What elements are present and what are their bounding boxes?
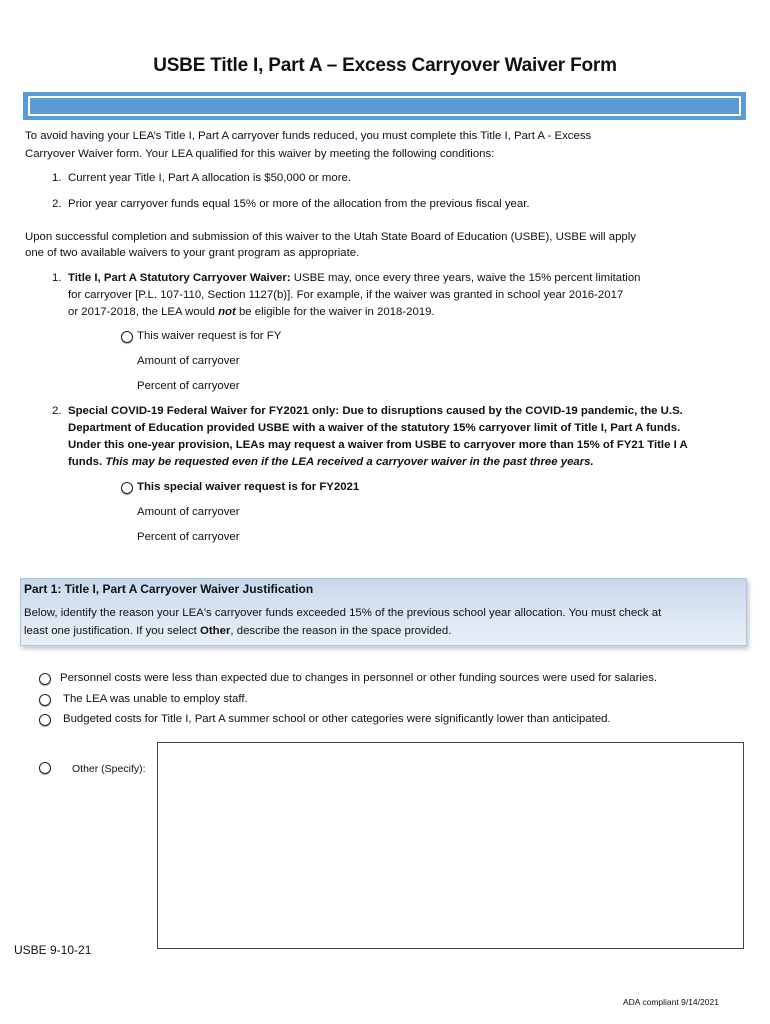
condition-2-text: Prior year carryover funds equal 15% or more of the allocation from the previous fiscal year. (68, 198, 530, 210)
part-1-line-2-a: least one justification. If you select (24, 625, 201, 637)
part-1-line-2-other: Other (200, 625, 231, 637)
waiver-1-percent-label: Percent of carryover (137, 380, 240, 392)
waiver-1-heading: Title I, Part A Statutory Carryover Waiver: (68, 272, 291, 284)
waiver-1-number: 1. (52, 272, 62, 284)
condition-2-number: 2. (52, 198, 62, 210)
title-divider-bar (23, 92, 746, 120)
waiver-2-line-4-emphasis: This may be requested even if the LEA received a carryover waiver in the past three years. (105, 456, 594, 468)
part-1-heading: Part 1: Title I, Part A Carryover Waiver Justification (24, 582, 314, 596)
other-specify-textarea[interactable] (157, 742, 744, 949)
justification-1-label: Personnel costs were less than expected due to changes in personnel or other funding sources were used for salaries. (60, 672, 658, 684)
waiver-1-line-1-rest: USBE may, once every three years, waive the 15% percent limitation (290, 272, 641, 284)
waiver-2-line-3: Under this one-year provision, LEAs may request a waiver from USBE to carryover more than 15% of FY21 Title I A (68, 439, 688, 451)
intro-line-1: To avoid having your LEA’s Title I, Part A carryover funds reduced, you must complete this Title I, Part A - Excess (25, 130, 592, 142)
waiver-2-amount-label: Amount of carryover (137, 506, 240, 518)
waiver-2-line-4 (68, 454, 594, 471)
waiver-1-line-3-emphasis: not (218, 306, 236, 318)
waiver-1-line-3-a: or 2017-2018, the LEA would (68, 306, 219, 318)
form-title: USBE Title I, Part A – Excess Carryover Waiver Form (153, 55, 617, 76)
waiver-1-radio-label: This waiver request is for FY (137, 330, 282, 342)
waiver-2-line-4-a: funds. (68, 456, 106, 468)
footer-form-code: USBE 9-10-21 (14, 943, 92, 957)
intro-line-2: Carryover Waiver form. Your LEA qualified for this waiver by meeting the following conditions: (25, 148, 495, 160)
waiver-2-number: 2. (52, 405, 62, 417)
waiver-1-amount-label: Amount of carryover (137, 355, 240, 367)
condition-1-number: 1. (52, 172, 62, 184)
waiver-2-radio-label: This special waiver request is for FY2021 (137, 481, 360, 493)
other-specify-label: Other (Specify): (72, 763, 146, 775)
part-1-line-2-c: , describe the reason in the space provided. (230, 625, 452, 637)
waiver-1-line-3-c: be eligible for the waiver in 2018-2019. (235, 306, 435, 318)
justification-2-label: The LEA was unable to employ staff. (63, 693, 248, 705)
waiver-1-radio[interactable] (121, 331, 133, 343)
waiver-2-line-1: Special COVID-19 Federal Waiver for FY2021 only: Due to disruptions caused by the COVID-19 pandemic, the U.S. (68, 405, 683, 417)
justification-2-radio[interactable] (39, 694, 51, 706)
ada-compliance-note: ADA compliant 9/14/2021 (623, 997, 719, 1007)
waiver-2-percent-label: Percent of carryover (137, 531, 240, 543)
waiver-1-line-3 (68, 304, 435, 321)
waiver-1-line-1 (68, 270, 641, 287)
part-1-line-1: Below, identify the reason your LEA's carryover funds exceeded 15% of the previous school year allocation. You must check at (24, 607, 662, 619)
waiver-1-line-2: for carryover [P.L. 107-110, Section 1127(b)]. For example, if the waiver was granted in school year 2016-2017 (68, 289, 624, 301)
justification-1-radio[interactable] (39, 673, 51, 685)
other-radio[interactable] (39, 762, 51, 774)
justification-3-label: Budgeted costs for Title I, Part A summer school or other categories were significantly lower than anticipated. (63, 713, 611, 725)
part-1-line-2 (24, 623, 451, 640)
waiver-2-line-2: Department of Education provided USBE with a waiver of the statutory 15% carryover limit of Title I, Part A funds. (68, 422, 681, 434)
condition-1-text: Current year Title I, Part A allocation is $50,000 or more. (68, 172, 352, 184)
justification-3-radio[interactable] (39, 714, 51, 726)
upon-line-1: Upon successful completion and submission of this waiver to the Utah State Board of Education (USBE), USBE will apply (25, 231, 636, 243)
waiver-2-radio[interactable] (121, 482, 133, 494)
upon-line-2: one of two available waivers to your grant program as appropriate. (25, 247, 360, 259)
title-divider-inner (28, 96, 741, 116)
